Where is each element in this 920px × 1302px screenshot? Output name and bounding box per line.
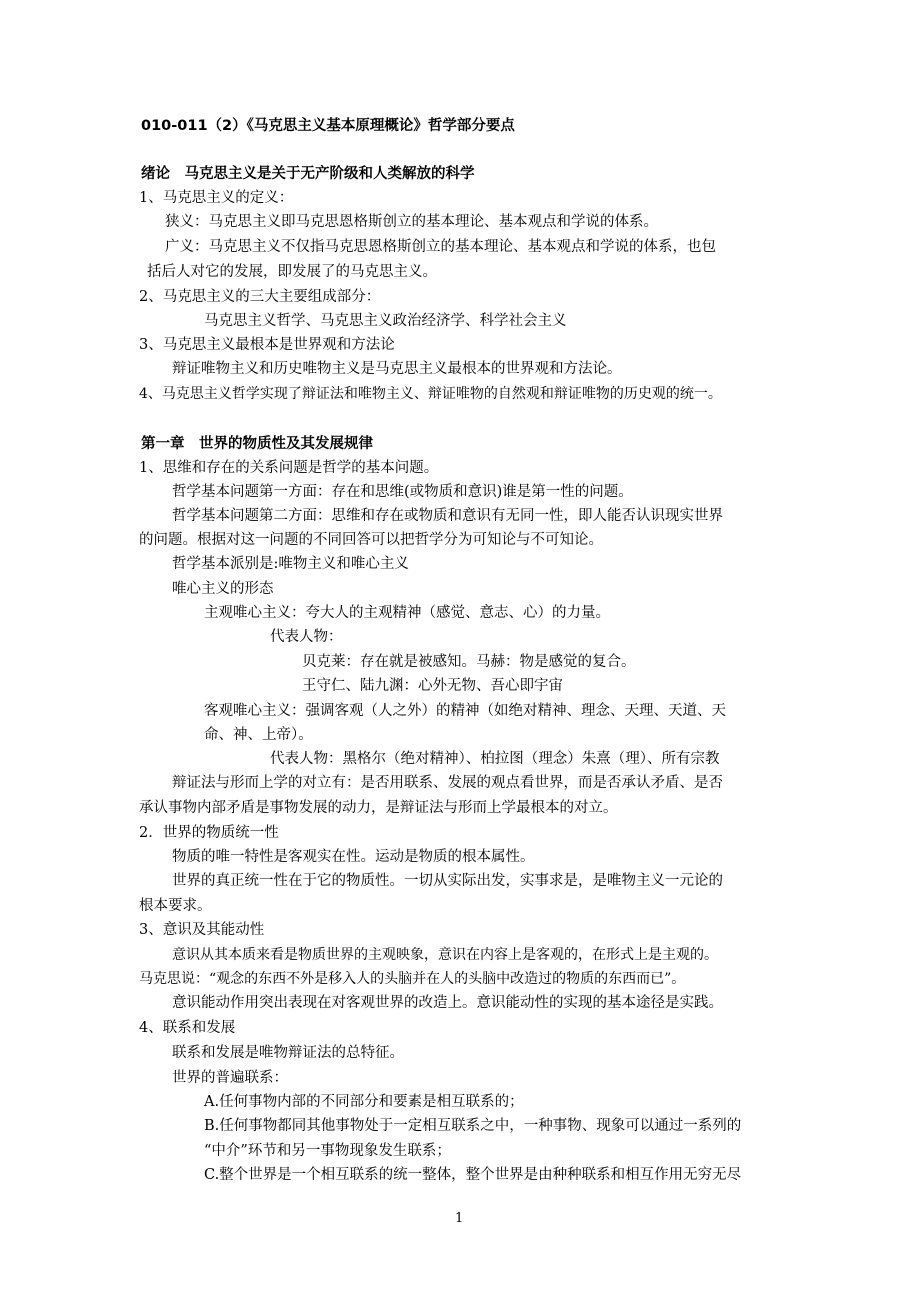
text-line: A.任何事物内部的不同部分和要素是相互联系的； — [204, 1094, 524, 1110]
text-line: 狭义：马克思主义即马克思恩格斯创立的基本理论、基本观点和学说的体系。 — [165, 214, 658, 230]
text-line: 王守仁、陆九渊：心外无物、吾心即宇宙 — [302, 678, 563, 694]
text-line: B.任何事物都同其他事物处于一定相互联系之中，一种事物、现象可以通过一系列的 — [204, 1118, 742, 1134]
intro-heading: 绪论 马克思主义是关于无产阶级和人类解放的科学 — [141, 166, 475, 182]
text-line: 唯心主义的形态 — [172, 581, 274, 597]
text-line: 命、神、上帝）。 — [204, 727, 313, 743]
text-line: 马克思说：“观念的东西不外是移入人的头脑并在人的头脑中改造过的物质的东西而已”。 — [139, 971, 686, 987]
text-line: 客观唯心主义：强调客观（人之外）的精神（如绝对精神、理念、天理、天道、天 — [204, 703, 726, 719]
text-line: 联系和发展是唯物辩证法的总特征。 — [172, 1045, 404, 1061]
text-line: 的问题。根据对这一问题的不同回答可以把哲学分为可知论与不可知论。 — [139, 532, 603, 548]
text-line: 代表人物：黑格尔（绝对精神）、柏拉图（理念）朱熹（理）、所有宗教 — [270, 751, 720, 767]
text-line: 物质的唯一特性是客观实在性。运动是物质的根本属性。 — [172, 849, 535, 865]
text-line: 4、联系和发展 — [139, 1020, 236, 1036]
text-line: “中介”环节和另一事物现象发生联系； — [204, 1143, 451, 1159]
text-line: 2．世界的物质统一性 — [139, 825, 279, 841]
text-line: 1、思维和存在的关系问题是哲学的基本问题。 — [139, 460, 439, 476]
text-line: 3、意识及其能动性 — [139, 922, 265, 938]
text-line: 哲学基本派别是:唯物主义和唯心主义 — [172, 556, 409, 572]
text-line: 括后人对它的发展，即发展了的马克思主义。 — [147, 264, 437, 280]
text-line: 意识从其本质来看是物质世界的主观映象，意识在内容上是客观的，在形式上是主观的。 — [172, 947, 718, 963]
text-line: 辩证法与形而上学的对立有：是否用联系、发展的观点看世界，而是否承认矛盾、是否 — [172, 775, 723, 791]
text-line: C.整个世界是一个相互联系的统一整体，整个世界是由种种联系和相互作用无穷无尽 — [204, 1167, 742, 1183]
text-line: 1、马克思主义的定义： — [139, 190, 294, 206]
document-title: 010-011（2）《马克思主义基本原理概论》哲学部分要点 — [141, 118, 515, 134]
text-line: 哲学基本问题第二方面：思维和存在或物质和意识有无同一性，即人能否认识现实世界 — [172, 508, 723, 524]
text-line: 代表人物： — [270, 629, 343, 645]
text-line: 贝克莱：存在就是被感知。马赫：物是感觉的复合。 — [302, 654, 636, 670]
text-line: 4、马克思主义哲学实现了辩证法和唯物主义、辩证唯物的自然观和辩证唯物的历史观的统一。 — [139, 386, 722, 402]
text-line: 2、马克思主义的三大主要组成部分： — [139, 289, 381, 305]
text-line: 根本要求。 — [139, 898, 212, 914]
text-line: 世界的真正统一性在于它的物质性。一切从实际出发，实事求是，是唯物主义一元论的 — [172, 873, 723, 889]
text-line: 意识能动作用突出表现在对客观世界的改造上。意识能动性的实现的基本途径是实践。 — [172, 995, 723, 1011]
chapter1-heading: 第一章 世界的物质性及其发展规律 — [141, 436, 373, 452]
text-line: 辩证唯物主义和历史唯物主义是马克思主义最根本的世界观和方法论。 — [172, 361, 622, 377]
text-line: 承认事物内部矛盾是事物发展的动力，是辩证法与形而上学最根本的对立。 — [139, 800, 618, 816]
text-line: 主观唯心主义：夸大人的主观精神（感觉、意志、心）的力量。 — [204, 605, 610, 621]
text-line: 世界的普遍联系： — [172, 1070, 288, 1086]
text-line: 广义：马克思主义不仅指马克思恩格斯创立的基本理论、基本观点和学说的体系，也包 — [165, 239, 716, 255]
text-line: 哲学基本问题第一方面：存在和思维(或物质和意识)谁是第一性的问题。 — [172, 484, 633, 500]
text-line: 马克思主义哲学、马克思主义政治经济学、科学社会主义 — [204, 313, 567, 329]
text-line: 3、马克思主义最根本是世界观和方法论 — [139, 337, 395, 353]
page-number: 1 — [455, 1211, 464, 1226]
